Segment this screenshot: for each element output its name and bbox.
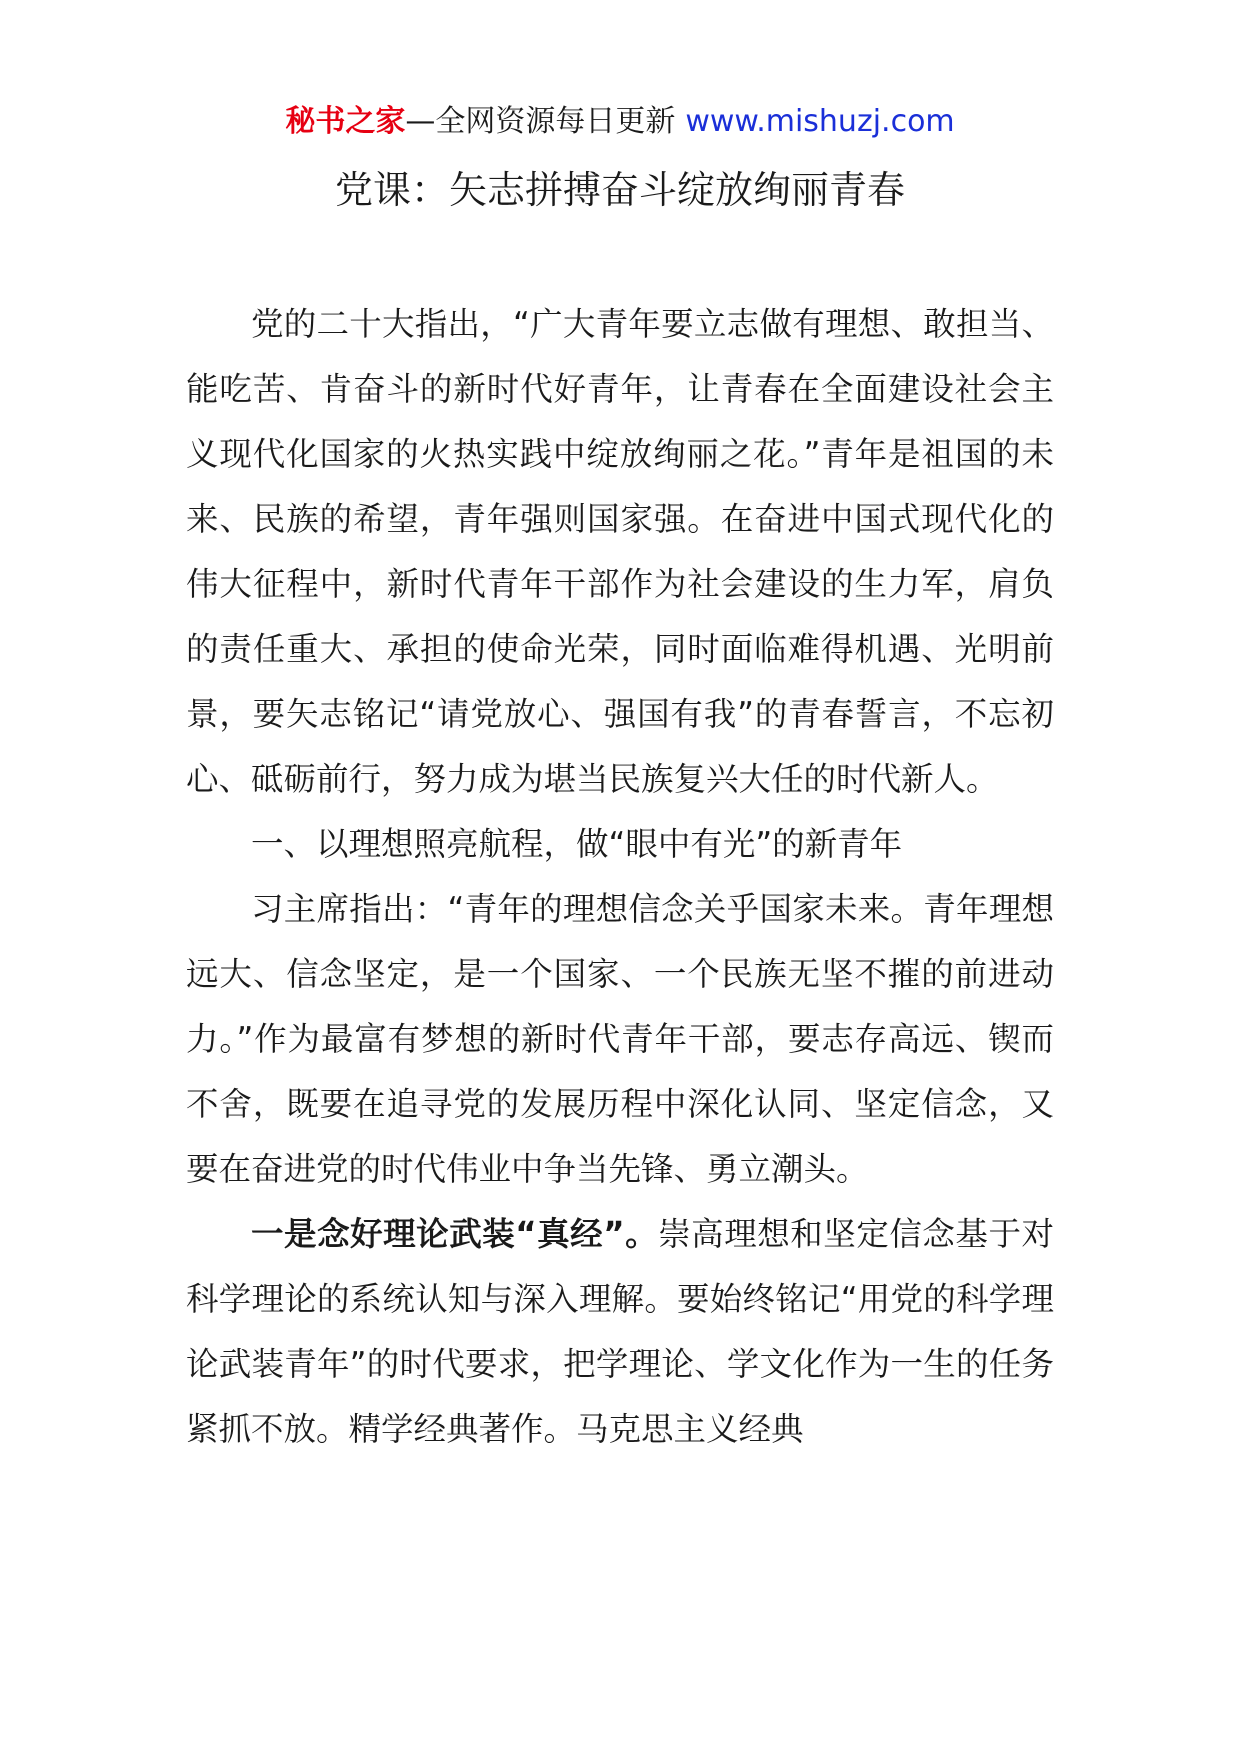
document-body [186,292,1054,1462]
site-tagline: —全网资源每日更新 [405,104,676,139]
paragraph-point-1-text: 崇高理想和坚定信念基于对科学理论的系统认知与深入理解。要始终铭记“用党的科学理论武装青年”的时代要求，把学理论、学文化作为一生的任务紧抓不放。精学经典著作。马克思主义经典 [186,1215,1054,1448]
section-heading-1: 一、以理想照亮航程，做“眼中有光”的新青年 [251,825,903,863]
site-url-link[interactable]: www.mishuzj.com [685,104,955,139]
paragraph-point-1 [186,1202,1054,1462]
site-header [0,100,1240,144]
site-name: 秘书之家 [285,104,406,139]
document-title: 党课：矢志拼搏奋斗绽放绚丽青春 [334,168,905,212]
paragraph-point-1-lead: 一是念好理论武装“真经”。 [251,1215,659,1253]
paragraph-section-1: 习主席指出：“青年的理想信念关乎国家未来。青年理想远大、信念坚定，是一个国家、一个民族无坚不摧的前进动力。”作为最富有梦想的新时代青年干部，要志存高远、锲而不舍，既要在追寻党的发展历程中深化认同、坚定信念，又要在奋进党的时代伟业中争当先锋、勇立潮头。 [186,890,1054,1188]
paragraph-intro: 党的二十大指出，“广大青年要立志做有理想、敢担当、能吃苦、肯奋斗的新时代好青年，让青春在全面建设社会主义现代化国家的火热实践中绽放绚丽之花。”青年是祖国的未来、民族的希望，青年强则国家强。在奋进中国式现代化的伟大征程中，新时代青年干部作为社会建设的生力军，肩负的责任重大、承担的使命光荣，同时面临难得机遇、光明前景，要矢志铭记“请党放心、强国有我”的青春誓言，不忘初心、砥砺前行，努力成为堪当民族复兴大任的时代新人。 [186,305,1054,798]
